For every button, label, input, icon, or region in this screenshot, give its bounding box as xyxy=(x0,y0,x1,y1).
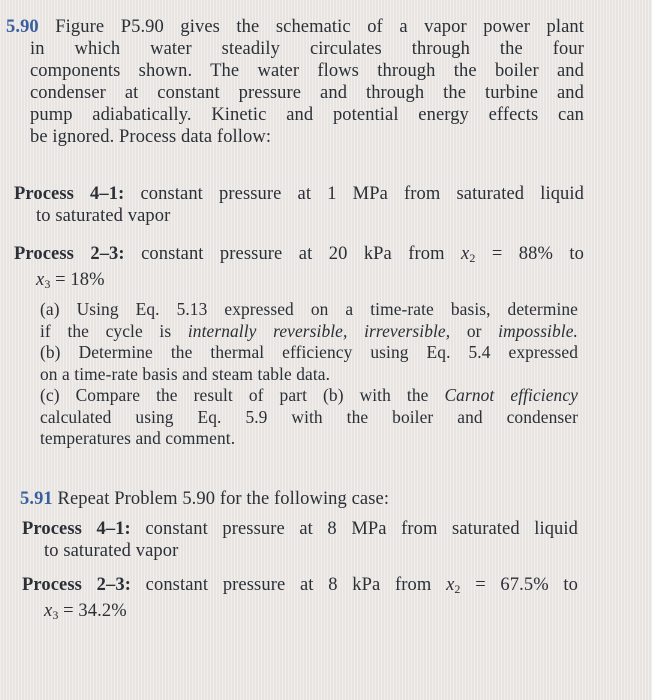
process-23-label: Process 2–3: xyxy=(14,244,125,264)
problem-590-line-4: condenser at constant pressure and through the turbine and xyxy=(30,83,584,103)
problem-590-line-3: components shown. The water flows through the boiler and xyxy=(30,61,584,81)
problem-591-process-41-line-1: Process 4–1: constant pressure at 8 MPa from saturated liquid xyxy=(22,519,578,539)
problem-590-statement xyxy=(6,16,584,148)
problem-591-line-1: 5.91 Repeat Problem 5.90 for the following case: xyxy=(20,489,390,509)
problem-590-number: 5.90 xyxy=(6,17,39,37)
problem-590-line-1: 5.90 Figure P5.90 gives the schematic of a vapor power plant xyxy=(6,17,584,37)
problem-590-process-41 xyxy=(14,183,584,227)
process-41-label: Process 4–1: xyxy=(14,184,125,204)
problem-590-line-6: be ignored. Process data follow: xyxy=(30,127,272,147)
process-23-line-2: $x_3 = 18\%$ xyxy=(36,270,105,291)
problem-590-process-23 xyxy=(14,243,584,295)
process-41-line-1: Process 4–1: constant pressure at 1 MPa from saturated liquid xyxy=(14,184,584,204)
part-a-line-1: (a) Using Eq. 5.13 expressed on a time-rate basis, determine xyxy=(40,299,578,319)
process-41-line-2: to saturated vapor xyxy=(36,206,171,226)
part-a-line-2: if the cycle is internally reversible, irreversible, or impossible. xyxy=(40,320,578,341)
problem-591-statement xyxy=(20,488,580,510)
problem-591-process-23-label: Process 2–3: xyxy=(22,575,131,595)
problem-590-parts xyxy=(40,299,578,450)
process-23-line-1: Process 2–3: constant pressure at 20 kPa from $x_2 = 88\%$ to xyxy=(14,244,585,265)
problem-591-process-41 xyxy=(22,518,578,562)
problem-591-process-23 xyxy=(22,574,578,626)
problem-591-process-23-line-2: $x_3 = 34.2\%$ xyxy=(44,601,127,622)
problem-590-line-2: in which water steadily circulates through the four xyxy=(30,39,584,59)
problem-591-process-41-label: Process 4–1: xyxy=(22,519,131,539)
part-c-line-2: calculated using Eq. 5.9 with the boiler and condenser xyxy=(40,406,578,427)
part-b-line-1: (b) Determine the thermal efficiency using Eq. 5.4 expressed xyxy=(40,342,578,362)
problem-590-line-5: pump adiabatically. Kinetic and potential energy effects can xyxy=(30,105,584,125)
part-c-line-3: temperatures and comment. xyxy=(40,428,236,448)
problem-591-process-41-line-2: to saturated vapor xyxy=(44,541,179,561)
problem-591-number: 5.91 xyxy=(20,489,53,509)
part-c-line-1: (c) Compare the result of part (b) with the Carnot efficiency xyxy=(40,385,578,405)
problem-591-process-23-line-1: Process 2–3: constant pressure at 8 kPa from $x_2 = 67.5\%$ to xyxy=(22,575,579,596)
part-b-line-2: on a time-rate basis and steam table data. xyxy=(40,363,331,384)
